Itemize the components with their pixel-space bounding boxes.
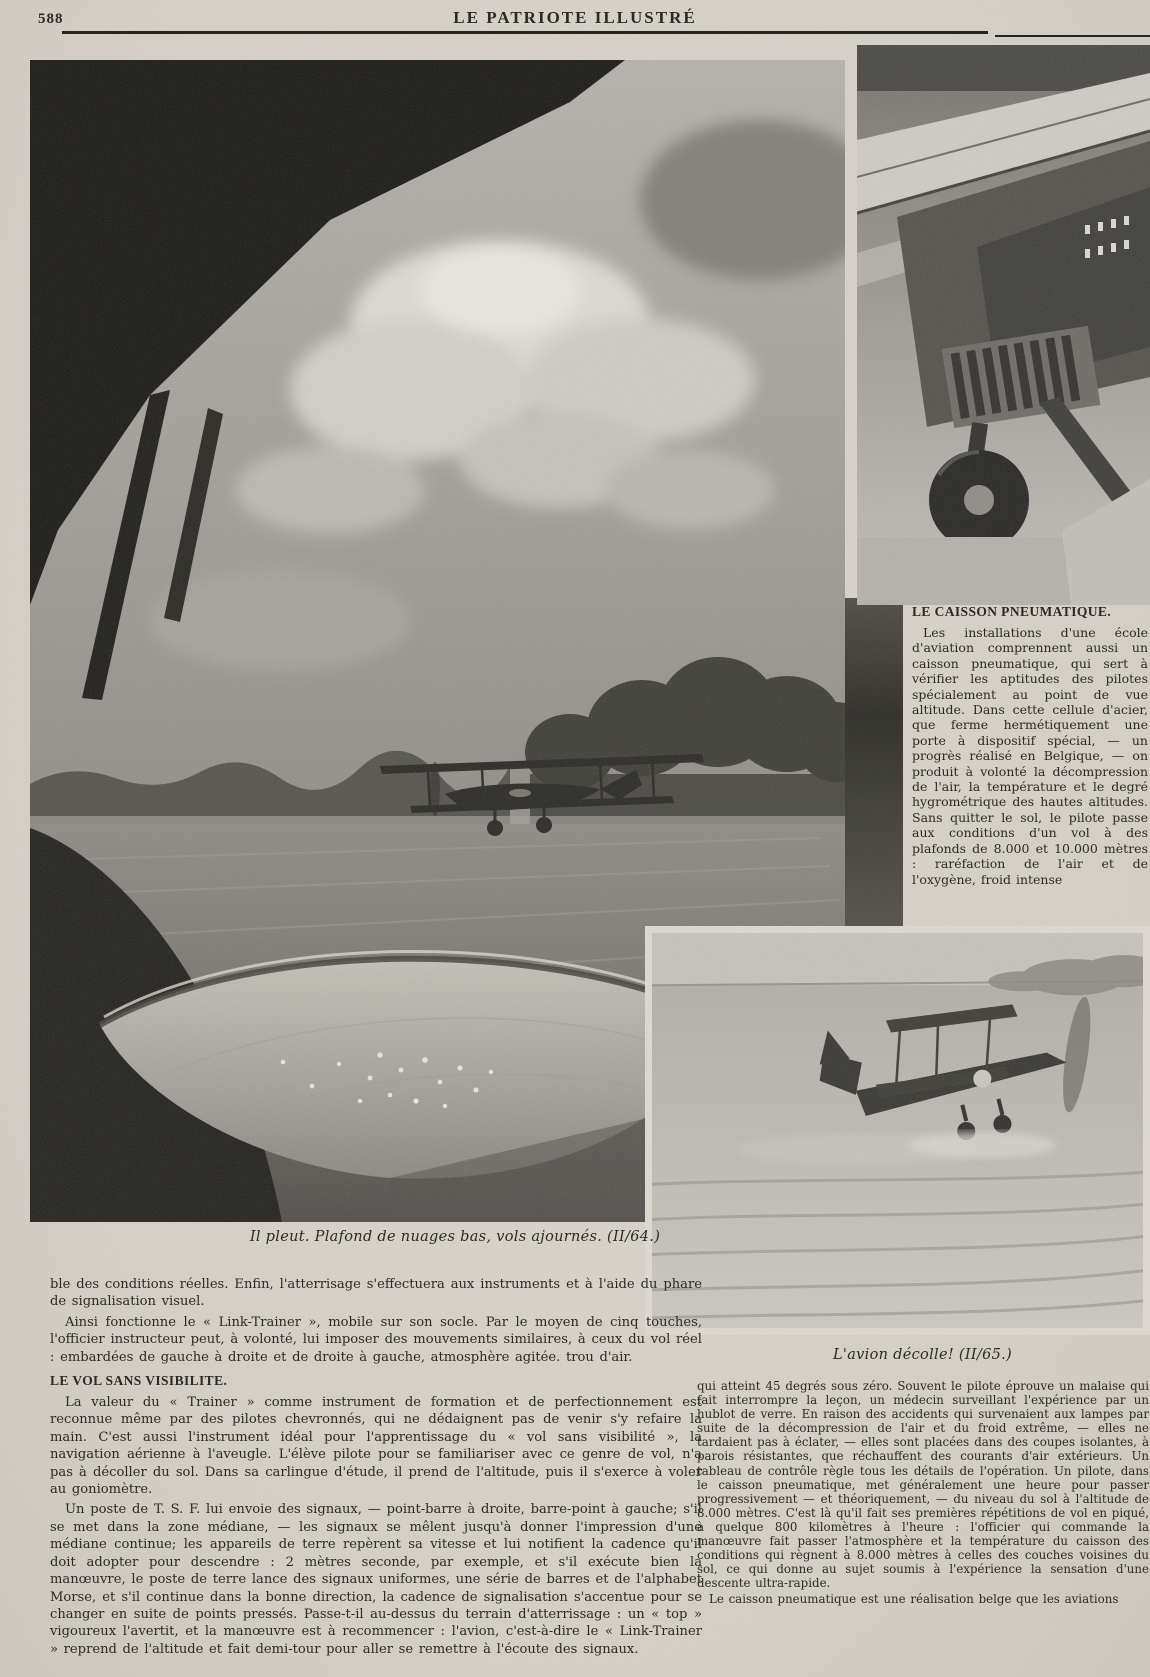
photo-engine-detail bbox=[857, 45, 1150, 605]
article-left-column bbox=[50, 1276, 702, 1661]
article-paragraph: qui atteint 45 degrés sous zéro. Souvent le pilote éprouve un malaise qui fait interrompre la leçon, un médecin surveillant l'expérience par un hublot de verre. En raison des accidents qui survenaient aux lampes par suite de la décompression de l'air et du froid extrême, — elles ne tardaient pas à éclater, — elles sont placées dans des coupes isolantes, à parois résistantes, que réchauffent des courants d'air extérieurs. Un tableau de contrôle règle tous les détails de l'opération. Un pilote, dans le caisson pneumatique, met généralement une heure pour passer progressivement — et théoriquement, — du niveau du sol à l'altitude de 8.000 mètres. C'est là qu'il fait ses premières répétitions de vol en piqué, à quelque 800 kilomètres à l'heure : l'officier qui commande la manœuvre fait passer l'atmosphère et la température du caisson des conditions qui règnent à 8.000 mètres à celles des couches voisines du sol, ce qui donne au sujet soumis à l'expérience la sensation d'une descente ultra-rapide. bbox=[697, 1379, 1149, 1591]
masthead-title: LE PATRIOTE ILLUSTRÉ bbox=[453, 8, 697, 27]
page-number: 588 bbox=[38, 11, 64, 27]
vol-sans-visibilite-heading: LE VOL SANS VISIBILITE. bbox=[50, 1373, 228, 1389]
article-paragraph: La valeur du « Trainer » comme instrument de formation et de perfectionnement est reconnue même par des pilotes chevronnés, qui ne dédaignent pas de venir s'y refaire la main. C'est aussi l'instrument idéal pour l'apprentissage du « vol sans visibilité », la navigation aérienne à l'aveugle. L'élève pilote pour se familiariser avec ce genre de vol, n'a pas à décoller du sol. Dans sa carlingue d'étude, il prend de l'altitude, puis il s'exerce à voler au goniomètre. bbox=[50, 1395, 702, 1498]
header-rule bbox=[62, 31, 988, 34]
photo-main-right-edge bbox=[845, 598, 903, 932]
engine-photo-illustration bbox=[857, 45, 1150, 605]
caption-takeoff-photo: L'avion décolle! (II/65.) bbox=[833, 1347, 1012, 1363]
article-paragraph: Le caisson pneumatique est une réalisation belge que les aviations bbox=[709, 1592, 1119, 1607]
article-paragraph: Ainsi fonctionne le « Link-Trainer », mobile sur son socle. Par le moyen de cinq touches, l'officier instructeur peut, à volonté, lui imposer des mouvements similaires, à ceux du vol réel : embardées de gauche à droite et de droite à gauche, atmosphère agitée. trou d'air. bbox=[50, 1314, 702, 1365]
article-paragraph: ble des conditions réelles. Enfin, l'atterrisage s'effectuera aux instruments et à l'aide du phare de signalisation visuel. bbox=[50, 1277, 702, 1310]
photo-takeoff bbox=[645, 926, 1150, 1335]
caption-main-photo: Il pleut. Plafond de nuages bas, vols ajournés. (II/64.) bbox=[249, 1229, 661, 1245]
photo-grain bbox=[857, 45, 1150, 605]
caisson-heading: LE CAISSON PNEUMATIQUE. bbox=[912, 604, 1112, 619]
caisson-body: Les installations d'une école d'aviation comprennent aussi un caisson pneumatique, qui sert à vérifier les aptitudes des pilotes spécialement au point de vue altitude. Dans cette cellule d'acier, que ferme hermétiquement une porte à dispositif spécial, — un progrès réalisé en Belgique, — on produit à volonté la décompression de l'air, la température et le degré hygrométrique des hautes altitudes. Sans quitter le sol, le pilote passe aux conditions d'un vol à des plafonds de 8.000 et 10.000 mètres : raréfaction de l'air et de l'oxygène, froid intense bbox=[912, 625, 1148, 887]
takeoff-photo-illustration bbox=[652, 933, 1143, 1328]
caisson-section bbox=[912, 604, 1148, 887]
header-rule-right-segment bbox=[995, 35, 1150, 37]
article-paragraph: Un poste de T. S. F. lui envoie des signaux, — point-barre à droite, barre-point à gauche; s'il se met dans la zone médiane, — les signaux se mêlent jusqu'à donner l'impression d'une médiane continue; les appareils de terre repèrent sa vitesse et lui notifient la cadence qu'il doit adopter pour descendre : 2 mètres seconde, par exemple, et s'il exécute bien la manœuvre, le poste de terre lance des signaux uniformes, une série de barres et de l'alphabet Morse, et s'il continue dans la bonne direction, la cadence de signalisation s'accentue pour se changer en suite de points pressés. Passe-t-il au-dessus du terrain d'atterrissage : un « top » vigoureux l'avertit, et la manœuvre est à recommencer : l'avion, c'est-à-dire le « Link-Trainer » reprend de l'altitude et fait demi-tour pour aller se remettre à l'écoute des signaux. bbox=[50, 1502, 702, 1657]
article-right-column bbox=[697, 1379, 1149, 1609]
photo-grain bbox=[652, 933, 1143, 1328]
